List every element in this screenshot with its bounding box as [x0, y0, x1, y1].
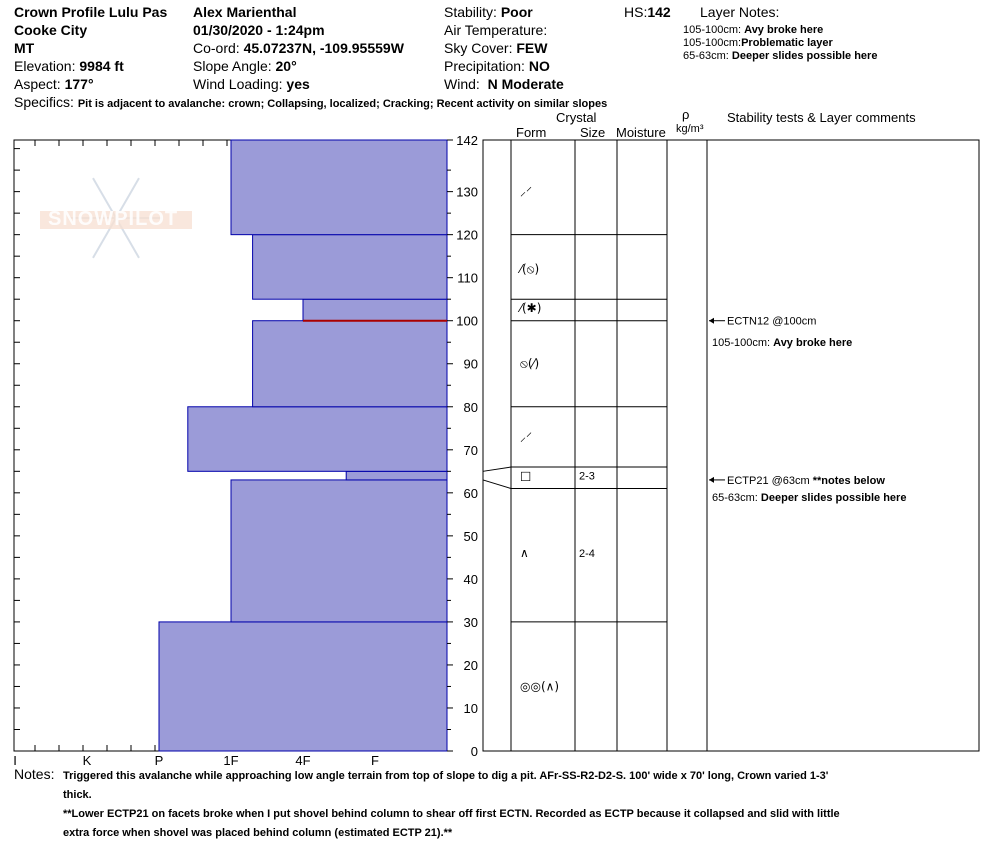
height-tick-label: 70: [463, 442, 478, 458]
note-line: thick.: [63, 789, 92, 801]
hardness-bar: [231, 140, 447, 235]
crystal-form: ⸝⸍: [520, 184, 533, 199]
crystal-form: ∧: [520, 546, 529, 561]
stability-label: Stability:: [444, 4, 497, 20]
stability-test: ECTN12 @100cm: [727, 315, 817, 328]
slope-value: 20°: [275, 58, 297, 74]
wind-value: N Moderate: [487, 76, 564, 92]
height-tick-label: 142: [456, 133, 478, 148]
hardness-tick-label: 1F: [223, 753, 239, 768]
note-line: **Lower ECTP21 on facets broke when I put shovel behind column to shear off first ECTN. Recorded as ECTP because it collapsed and slid with little: [63, 808, 840, 820]
hardness-bar: [253, 321, 447, 407]
wind-loading-value: yes: [286, 76, 310, 92]
height-tick-label: 110: [457, 270, 478, 286]
note-line: extra force when shovel was placed behind column (estimated ECTP 21).**: [63, 827, 453, 839]
crystal-form: ◎◎(∧): [520, 679, 560, 694]
layer-note-range: 65-63cm:: [683, 50, 729, 62]
height-tick-label: 40: [463, 571, 478, 587]
crystal-form: ⁄(⦸): [520, 262, 540, 277]
layer-note-range: 105-100cm:: [683, 24, 742, 36]
wind-loading-label: Wind Loading:: [193, 76, 283, 92]
comments-frame: [707, 140, 979, 751]
hardness-bar: [159, 622, 447, 751]
aspect-label: Aspect:: [14, 76, 61, 92]
height-tick-label: 120: [456, 227, 478, 243]
height-tick-label: 60: [463, 485, 478, 501]
hardness-tick-label: P: [154, 753, 164, 768]
hardness-bar: [231, 480, 447, 622]
note-line: Triggered this avalanche while approaching low angle terrain from top of slope to dig a pit. AFr-SS-R2-D2-S. 100' wide x 70' long, Crown varied 1-3': [63, 770, 829, 782]
height-tick-label: 0: [470, 744, 478, 759]
hardness-tick-label: F: [371, 753, 379, 768]
air-temp-label: Air Temperature:: [444, 22, 548, 38]
coord-value: 45.07237N, -109.95559W: [243, 40, 404, 56]
hardness-tick-label: 4F: [295, 753, 311, 768]
density-unit: kg/m³: [676, 123, 704, 135]
watermark-text: SNOWPILOT: [48, 208, 179, 230]
precip-label: Precipitation:: [444, 58, 525, 74]
notes-label: Notes:: [14, 766, 55, 782]
elevation-value: 9984 ft: [79, 58, 124, 74]
observer: Alex Marienthal: [193, 4, 297, 20]
crystal-form: ⸝⸍: [520, 429, 533, 444]
coord-label: Co-ord:: [193, 40, 240, 56]
specifics-value: Pit is adjacent to avalanche: crown; Collapsing, localized; Cracking; Recent activity on similar slopes: [77, 98, 608, 110]
height-tick-label: 50: [463, 528, 478, 544]
size-header: Size: [580, 125, 606, 140]
height-tick-label: 90: [463, 356, 478, 372]
hardness-bar: [253, 235, 447, 300]
hardness-tick-label: I: [13, 753, 17, 768]
layer-note-range: 105-100cm:: [683, 37, 742, 49]
crystal-size: 2-3: [579, 470, 595, 483]
height-tick-label: 100: [456, 313, 478, 329]
slope-label: Slope Angle:: [193, 58, 272, 74]
crystal-size: 2-4: [579, 548, 595, 561]
layer-notes-label: Layer Notes:: [700, 4, 780, 20]
moisture-header: Moisture: [616, 125, 666, 140]
site-title: Crown Profile Lulu Pas: [14, 4, 168, 20]
layer-note-text: Avy broke here: [744, 24, 824, 36]
layer-note-text: Problematic layer: [741, 37, 833, 49]
crystal-header: Crystal: [556, 110, 597, 125]
height-tick-label: 80: [463, 399, 478, 415]
state: MT: [14, 40, 35, 56]
arrow-head-icon: [709, 318, 714, 324]
hs-value: 142: [647, 4, 671, 20]
hardness-tick-label: K: [82, 753, 92, 768]
crystal-table-frame: [483, 140, 707, 751]
sky-label: Sky Cover:: [444, 40, 513, 56]
height-tick-label: 130: [456, 184, 478, 200]
layer-comment: 105-100cm: Avy broke here: [712, 337, 853, 350]
hardness-bar: [346, 471, 447, 480]
datetime: 01/30/2020 - 1:24pm: [193, 22, 325, 38]
elevation-label: Elevation:: [14, 58, 76, 74]
form-header: Form: [516, 125, 547, 140]
comments-header: Stability tests & Layer comments: [727, 110, 916, 125]
height-tick-label: 20: [463, 657, 478, 673]
crystal-form: ⦸(⁄): [520, 356, 540, 371]
layer-comment: 65-63cm: Deeper slides possible here: [712, 492, 907, 505]
hardness-bar: [303, 299, 447, 321]
location: Cooke City: [14, 22, 88, 38]
specifics-label: Specifics:: [14, 94, 74, 110]
height-tick-label: 30: [463, 614, 478, 630]
crystal-form: ⁄(✱): [520, 300, 542, 315]
arrow-head-icon: [709, 477, 714, 483]
aspect-value: 177°: [64, 76, 94, 92]
rho-header: ρ: [682, 107, 690, 122]
height-tick-label: 10: [463, 700, 478, 716]
hardness-bar: [188, 407, 447, 472]
stability-value: Poor: [500, 4, 533, 20]
layer-note-text: Deeper slides possible here: [731, 50, 878, 62]
wind-label: Wind:: [444, 76, 480, 92]
precip-value: NO: [528, 58, 550, 74]
sky-value: FEW: [516, 40, 548, 56]
hs-label: HS:: [624, 4, 648, 20]
crystal-form: □: [520, 468, 532, 483]
stability-test: ECTP21 @63cm **notes below: [727, 474, 885, 487]
